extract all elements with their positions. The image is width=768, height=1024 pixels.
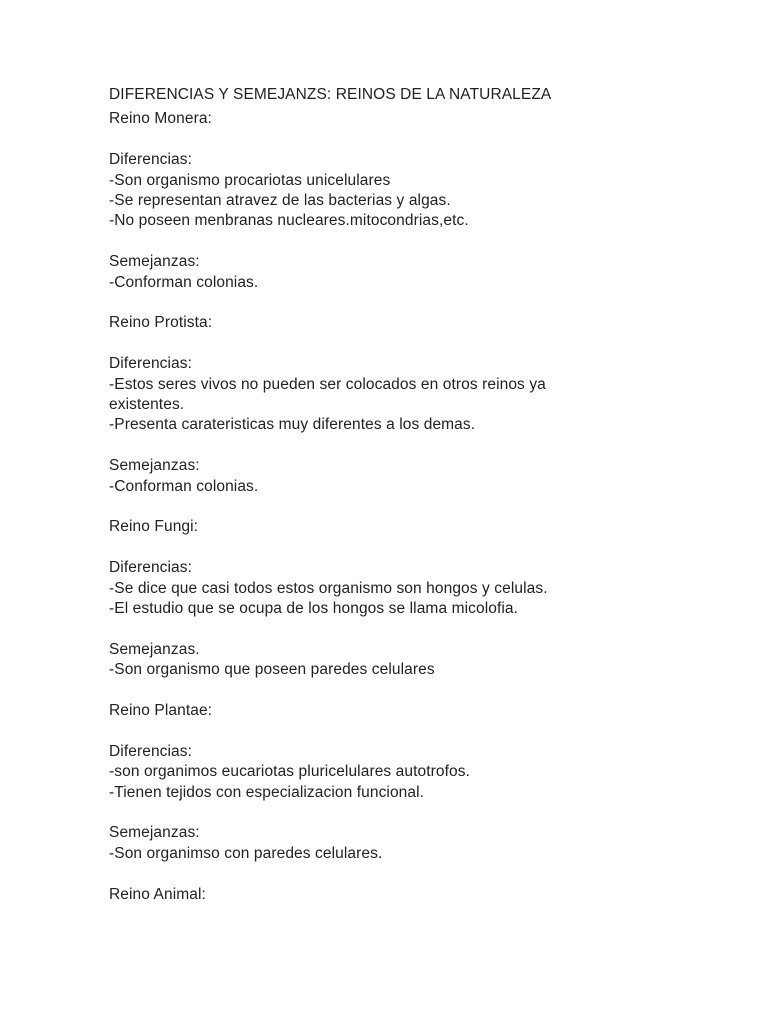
text-line: -Son organismo que poseen paredes celulares xyxy=(109,661,435,679)
blank-line xyxy=(109,721,729,741)
blank-line xyxy=(109,803,729,823)
blank-line xyxy=(109,334,729,354)
text-line: -El estudio que se ocupa de los hongos se llama micolofia. xyxy=(109,600,519,618)
text-line: -Presenta carateristicas muy diferentes a los demas. xyxy=(109,416,476,434)
text-line: Diferencias: xyxy=(109,742,193,760)
text-line: -son organimos eucariotas pluricelulares autotrofos. xyxy=(109,763,471,781)
text-line: Reino Monera: xyxy=(109,110,212,128)
text-line: Semejanzas: xyxy=(109,253,200,271)
document-title: DIFERENCIAS Y SEMEJANZS: REINOS DE LA NATURALEZA xyxy=(109,86,552,103)
text-line: Diferencias: xyxy=(109,355,193,373)
document-lines xyxy=(109,109,729,905)
text-line: Diferencias: xyxy=(109,151,193,169)
blank-line xyxy=(109,538,729,558)
document-body xyxy=(109,85,729,905)
text-line: Reino Protista: xyxy=(109,314,213,332)
text-line: Reino Animal: xyxy=(109,885,206,903)
text-line: Diferencias: xyxy=(109,559,193,577)
blank-line xyxy=(109,436,729,456)
text-line: -No poseen menbranas nucleares.mitocondrias,etc. xyxy=(109,212,469,230)
text-line: -Se dice que casi todos estos organismo son hongos y celulas. xyxy=(109,579,548,597)
text-line: -Conforman colonias. xyxy=(109,477,259,495)
text-line: Semejanzas. xyxy=(109,640,200,658)
text-line: -Son organismo procariotas unicelulares xyxy=(109,171,391,189)
text-line: -Conforman colonias. xyxy=(109,273,259,291)
blank-line xyxy=(109,130,729,150)
blank-line xyxy=(109,864,729,884)
text-line: Reino Fungi: xyxy=(109,518,199,536)
text-line: Reino Plantae: xyxy=(109,702,213,720)
blank-line xyxy=(109,619,729,639)
blank-line xyxy=(109,681,729,701)
text-line: existentes. xyxy=(109,396,185,414)
text-line: -Tienen tejidos con especializacion funcional. xyxy=(109,783,425,801)
blank-line xyxy=(109,293,729,313)
text-line: -Estos seres vivos no pueden ser colocados en otros reinos ya xyxy=(109,375,546,393)
blank-line xyxy=(109,232,729,252)
text-line: -Son organimso con paredes celulares. xyxy=(109,844,383,862)
text-line: Semejanzas: xyxy=(109,824,200,842)
blank-line xyxy=(109,497,729,517)
text-line: Semejanzas: xyxy=(109,457,200,475)
text-line: -Se representan atravez de las bacterias y algas. xyxy=(109,192,451,210)
